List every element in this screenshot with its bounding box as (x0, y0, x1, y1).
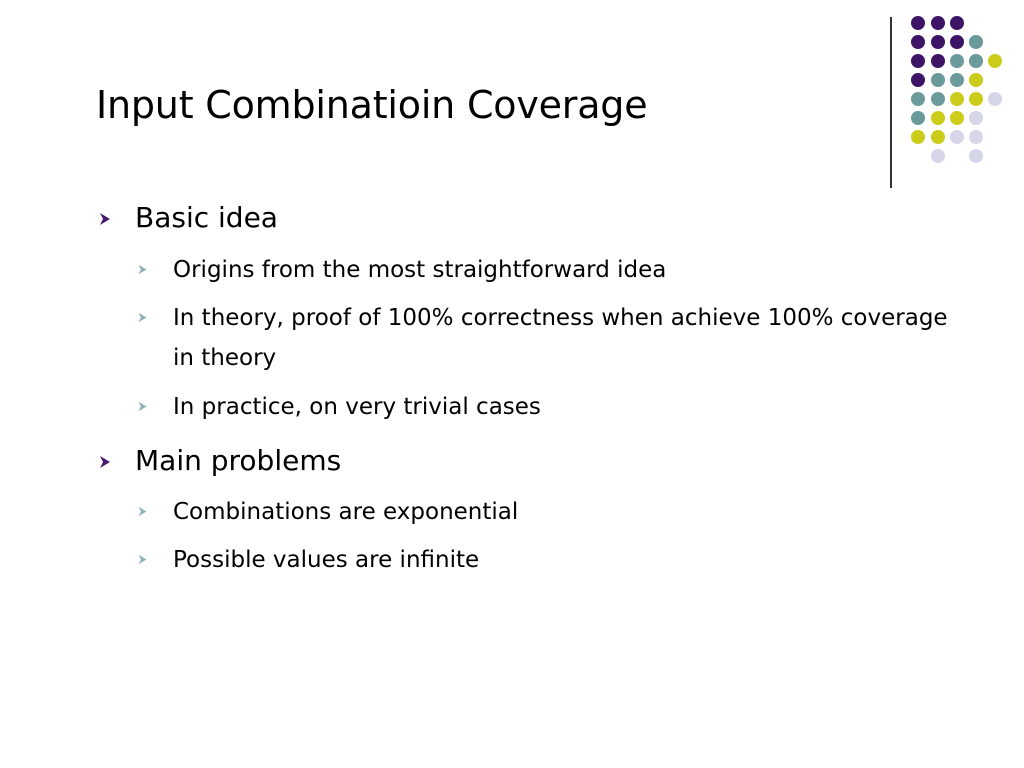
decorative-dot (911, 35, 925, 49)
chevron-right-arrow-icon (137, 506, 148, 517)
vertical-divider-line (890, 17, 892, 188)
decorative-dot (969, 54, 983, 68)
decorative-dot (931, 111, 945, 125)
decorative-dot (950, 54, 964, 68)
decorative-dot (969, 149, 983, 163)
decorative-dot (931, 149, 945, 163)
decorative-dot (931, 92, 945, 106)
slide-title: Input Combinatioin Coverage (96, 83, 648, 127)
decorative-dot (988, 54, 1002, 68)
decorative-dot (911, 130, 925, 144)
sub-bullet-text: Origins from the most straightforward idea (173, 257, 667, 283)
decorative-dot (911, 111, 925, 125)
sub-bullet-text: Possible values are infinite (173, 547, 480, 573)
decorative-dot (950, 73, 964, 87)
decorative-dot (988, 92, 1002, 106)
decorative-dot (969, 130, 983, 144)
decorative-dot (950, 92, 964, 106)
bullet-label: Basic idea (135, 201, 278, 234)
chevron-right-arrow-icon (137, 401, 148, 412)
chevron-right-arrow-icon (98, 212, 112, 226)
decorative-dot (931, 73, 945, 87)
decorative-dot (911, 73, 925, 87)
chevron-right-arrow-icon (98, 455, 112, 469)
decorative-dot (969, 35, 983, 49)
chevron-right-arrow-icon (137, 554, 148, 565)
chevron-right-arrow-icon (137, 264, 148, 275)
decorative-dot (911, 92, 925, 106)
decorative-dot (931, 16, 945, 30)
decorative-dot (950, 111, 964, 125)
decorative-dot (969, 73, 983, 87)
bullet-label: Main problems (135, 444, 342, 477)
decorative-dot (950, 35, 964, 49)
decorative-dot (950, 130, 964, 144)
chevron-right-arrow-icon (137, 312, 148, 323)
decorative-dot (911, 16, 925, 30)
decorative-dot (911, 54, 925, 68)
decorative-dot (931, 130, 945, 144)
sub-bullet-text: Combinations are exponential (173, 499, 519, 525)
decorative-dot (931, 54, 945, 68)
decorative-dot (931, 35, 945, 49)
decorative-dot (950, 16, 964, 30)
decorative-dot (969, 111, 983, 125)
sub-bullet-text: In practice, on very trivial cases (173, 394, 541, 420)
sub-bullet-text: In theory, proof of 100% correctness when achieve 100% coverage in theory (173, 305, 948, 371)
decorative-dot (969, 92, 983, 106)
